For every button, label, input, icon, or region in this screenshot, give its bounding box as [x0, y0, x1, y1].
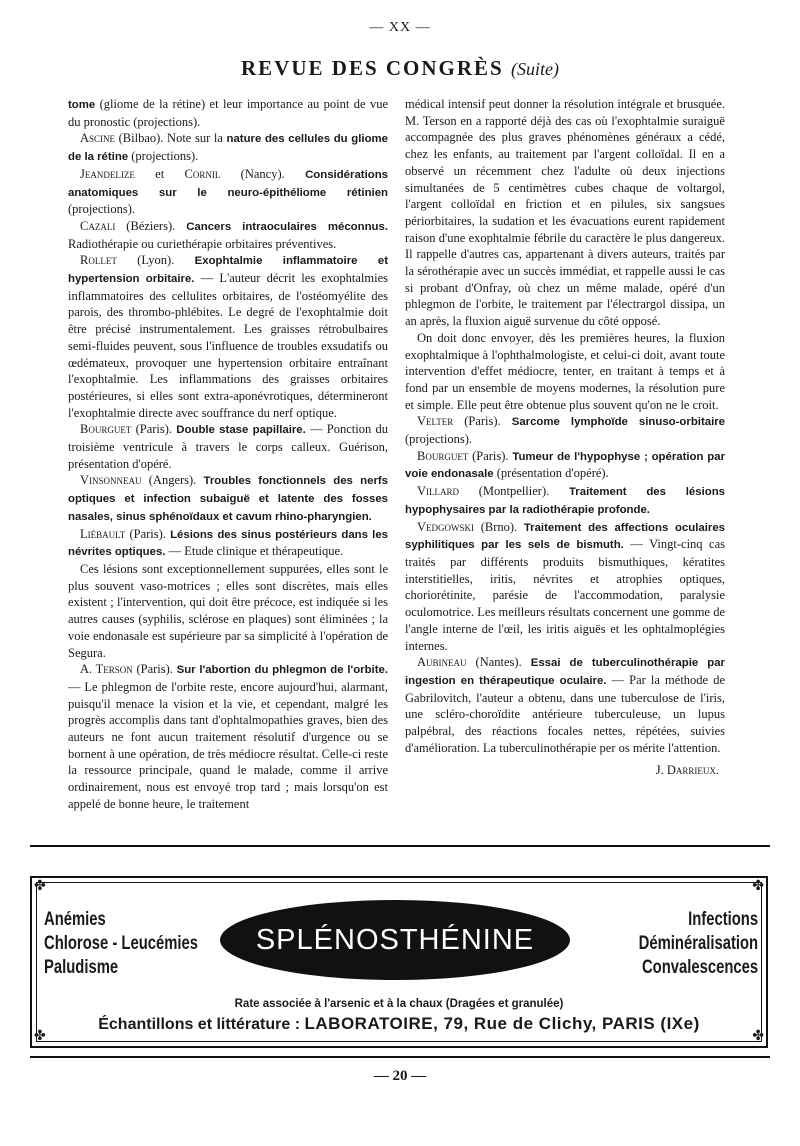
- indication-item: Paludisme: [44, 957, 119, 978]
- abstract-title: Cancers intraoculaires méconnus.: [186, 220, 388, 233]
- indication-item: Convalescences: [641, 957, 758, 978]
- abstract-title: Lésions des sinus postérieurs dans les névrites optiques.: [68, 528, 388, 559]
- author-name: Bourguet: [80, 422, 132, 437]
- abstract-title: nature des cellules du gliome de la rétine: [68, 133, 388, 164]
- abstract-entry: [405, 413, 725, 447]
- abstract-title: Considérations anatomiques sur le neuro-épithéliome rétinien: [68, 168, 388, 199]
- abstract-title: Sarcome lymphoïde sinuso-orbitaire: [511, 416, 726, 429]
- abstract-entry: [68, 472, 388, 525]
- indication-item: Anémies: [44, 909, 106, 930]
- title-text: REVUE DES CONGRÈS: [241, 56, 504, 80]
- paragraph-text: (Nantes).: [466, 655, 531, 670]
- author-name: Velter: [417, 414, 454, 429]
- indication-item: Déminéralisation: [638, 933, 758, 954]
- abstract-entry: [68, 252, 388, 421]
- abstract-entry: [68, 218, 388, 252]
- bold-text: tome: [68, 99, 96, 111]
- abstract-entry: [68, 166, 388, 218]
- author-name: A. Terson: [80, 662, 133, 677]
- abstract-entry: [405, 448, 725, 483]
- abstract-entry: [405, 519, 725, 655]
- abstract-title: Troubles fonctionnels des nerfs optiques et infection subaiguë et latente des fosses nasales, sinus sphénoïdaux et cavum rhino-pharyngien.: [68, 475, 389, 523]
- paragraph-text: — Ponction du troisième ventricule à travers le corps calleux. Guérison, présentation d'opéré.: [68, 422, 388, 471]
- paragraph-text: (Montpellier).: [459, 484, 569, 499]
- corner-ornament-icon: ✤: [34, 1029, 46, 1044]
- paragraph-text: (Paris).: [125, 526, 171, 541]
- title-suite: (Suite): [510, 59, 559, 79]
- paragraph-text: (Paris).: [132, 662, 177, 677]
- paragraph-text: — L'auteur décrit les exophtalmies inflammatoires des cellulites orbitaires, de l'ostéomyélite des parois, des thrombo-phlébites. Le degré de l'exophtalmie doit être précisé instrumentalement. Les graisses rétrobulbaires semi-fluides peuvent, sous l'influence de troubles exsudatifs ou œdémateux, provoquer une hypertension orbitaire entraînant l'exophtalmie. Les inflammations des graisses orbitaires postérieures, si elles sont extra-aponévrotiques, détermineront l'exophtalmie directe avec souffrance du nerf optique.: [68, 271, 388, 420]
- paragraph: Ces lésions sont exceptionnellement suppurées, elles sont le plus souvent vaso-motrices ; elles sont discrètes, mais elles existent ; l'intervention, qui doit être précoce, est indiquée si les autres causes (syphilis, sclérose en plaques) sont éliminées ; la voie endonasale est supérieure par sa simplicité à l'opération de Segura.: [68, 561, 388, 660]
- indication-item: Infections: [688, 909, 758, 930]
- paragraph-text: (projections).: [405, 432, 472, 447]
- right-column: [405, 96, 725, 779]
- abstract-title: Tumeur de l'hypophyse ; opération par voie endonasale: [405, 450, 726, 481]
- author-name: Bourguet: [417, 448, 469, 463]
- paragraph-text: (Béziers).: [115, 218, 187, 233]
- abstract-entry: [68, 421, 388, 472]
- paragraph-text: (présentation d'opéré).: [493, 466, 609, 481]
- corner-ornament-icon: ✤: [34, 879, 46, 894]
- abstract-title: Double stase papillaire.: [176, 424, 306, 437]
- samples-label: Échantillons et littérature :: [98, 1016, 305, 1033]
- advertisement: [30, 876, 768, 1048]
- abstract-entry: [68, 661, 388, 812]
- abstract-entry: [405, 654, 725, 756]
- paragraph-text: (projections).: [128, 149, 199, 164]
- corner-ornament-icon: ✤: [752, 1029, 764, 1044]
- paragraph-text: Radiothérapie ou curiethérapie orbitaires préventives.: [68, 236, 337, 251]
- abstract-entry: [405, 483, 725, 518]
- page-number-roman: — XX —: [369, 20, 431, 35]
- indications-right: [639, 908, 758, 980]
- page-number: — 20 —: [373, 1068, 427, 1084]
- separator-rule: [30, 845, 770, 847]
- paragraph-text: — Etude clinique et thérapeutique.: [165, 544, 344, 559]
- paragraph-text: (projections).: [68, 202, 135, 217]
- page-title: [0, 56, 800, 81]
- brand-logo: [220, 900, 570, 980]
- author-name: Liébault: [80, 526, 126, 541]
- author-name: Jeandelize: [80, 166, 135, 181]
- product-composition: Rate associée à l'arsenic et à la chaux (Dragées et granulée): [234, 998, 564, 1010]
- paragraph-text: (Paris).: [131, 422, 177, 437]
- author-name: Vedgowski: [417, 519, 475, 534]
- indications-left: [44, 908, 198, 980]
- abstract-title: Traitement des lésions hypophysaires par la radiothérapie profonde.: [405, 486, 725, 516]
- separator-rule: [30, 1056, 770, 1058]
- author-name: Aubineau: [417, 655, 467, 670]
- indication-item: Chlorose - Leucémies: [44, 933, 199, 954]
- paragraph-text: (gliome de la rétine) et leur importance au point de vue du pronostic (projections).: [68, 97, 388, 129]
- paragraph-text: — Vingt-cinq cas traités par différents produits bismuthiques, kératites interstitielles, iritis, névrites et atrophies optiques, choriorétinite, parésie de l'accommodation, paralysie oculomotrice. Les meilleurs résultats concernent une gomme de l'angle interne de l'œil, les iritis aiguës et les ophtalmoplégies internes.: [405, 537, 726, 653]
- abstract-title: Exophtalmie inflammatoire et hypertension orbitaire.: [68, 255, 388, 286]
- paragraph-text: (Bilbao). Note sur la: [115, 131, 227, 146]
- paragraph-text: (Nancy).: [220, 166, 306, 181]
- laboratory-name: LABORATOIRE, 79, Rue de Clichy, PARIS (IXe): [304, 1014, 700, 1033]
- author-name: Cornil: [184, 166, 221, 181]
- paragraph: médical intensif peut donner la résolution intégrale et brusquée. M. Terson en a rapporté déjà des cas où l'exophtalmie suraiguë accompagnée des plus graves phénomènes généraux a cédé, chez les enfants, au traitement par l'argent colloïdal. Il en a observé un récemment chez l'adulte où deux injections simultanées de 5 centimètres cubes chaque de voltargol, l'argent colloïdal en friction et en pilules, six sangsues périorbitaires, la sudation et les évacuations eurent rapidement raison d'une exophtalmie fébrile du caractère le plus dangereux. Il rappelle d'autres cas, appartenant à divers auteurs, traités par la sérothérapie avec un succès immédiat, et rappelle aussi le cas si probant d'Onfray, où chez un même malade, opéré d'un phlegmon de l'orbite, le traitement par l'électrargol dissipa, un an après, la fluxion aiguë survenue du côté opposé.: [405, 97, 725, 329]
- abstract-title: Sur l'abortion du phlegmon de l'orbite.: [176, 664, 388, 677]
- author-signature: J. Darrieux.: [655, 763, 719, 778]
- corner-ornament-icon: ✤: [752, 879, 764, 894]
- left-column: [68, 96, 388, 813]
- abstract-title: Traitement des affections oculaires syphilitiques par les sels de bismuth.: [405, 521, 726, 552]
- paragraph-text: (Paris).: [453, 414, 512, 429]
- paragraph-text: (Lyon).: [116, 253, 195, 268]
- paragraph-text: (Paris).: [468, 448, 513, 463]
- paragraph-text: (Brno).: [474, 519, 524, 534]
- abstract-title: Essai de tuberculinothérapie par ingestion en thérapeutique oculaire.: [405, 657, 725, 687]
- abstract-entry: [68, 526, 388, 561]
- abstract-entry: [68, 130, 388, 165]
- paragraph-text: (Angers).: [141, 473, 204, 488]
- author-name: Villard: [417, 484, 460, 499]
- author-name: Cazali: [80, 218, 116, 233]
- paragraph-text: et: [134, 166, 185, 181]
- author-name: Vinsonneau: [80, 473, 142, 488]
- paragraph: [68, 96, 388, 130]
- author-name: Rollet: [80, 253, 117, 268]
- paragraph-text: — Par la méthode de Gabrilovitch, l'auteur a obtenu, dans une tuberculose de l'iris, une scléro-choroïdite antérieure tuberculeuse, un lupus palpébral, des réactions focales nettes, répétées, suivies d'amélioration. La tuberculinothérapie per os mérite l'attention.: [405, 672, 725, 755]
- laboratory-address: [32, 1014, 766, 1034]
- paragraph: On doit donc envoyer, dès les premières heures, la fluxion exophtalmique à l'ophthalmologiste, et celui-ci doit, avant toute intervention d'effet médiocre, tenter, en traitant à temps et à fond par un ensemble de moyens modernes, la résolution pure et simple. Elle peut être obtenue plus souvent qu'on ne le croit.: [405, 330, 725, 412]
- brand-name: SPLÉNOSTHÉNINE: [255, 923, 535, 956]
- paragraph-text: — Le phlegmon de l'orbite reste, encore aujourd'hui, alarmant, puisqu'il menace la vision et la vie, et cependant, malgré les progrès accomplis dans tant d'ophtalmopathies graves, bien des auteurs ne font aucun traitement résolutif d'urgence ou se bornent à une opération, de très médiocre résultat. Celle-ci reste la ressource principale, quand le malade, comme il arrive ordinairement, nous est envoyé trop tard ; mais lorsqu'on est appelé de bonne heure, le traitement: [68, 679, 388, 811]
- author-name: Ascine: [80, 131, 116, 146]
